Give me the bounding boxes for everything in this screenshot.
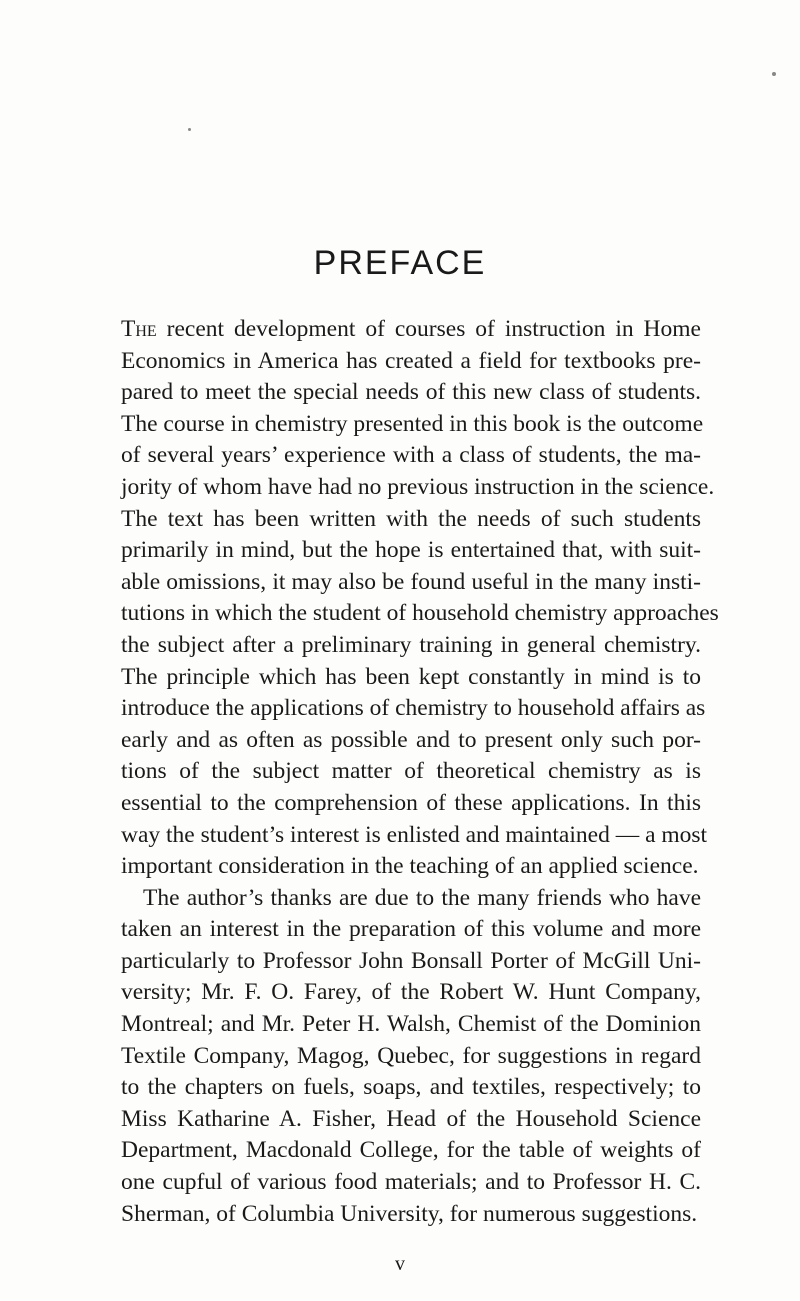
text-line: jority of whom have had no previous instruction in the science. [121, 473, 715, 500]
preface-body [121, 314, 719, 1230]
print-speck [772, 72, 776, 76]
text-line: Miss Katharine A. Fisher, Head of the Household Science [121, 1105, 701, 1132]
text-line: Sherman, of Columbia University, for numerous suggestions. [121, 1200, 698, 1227]
text-line: of several years’ experience with a class of students, the ma- [121, 442, 701, 469]
text-line: The principle which has been kept constantly in mind is to [121, 663, 701, 690]
page-number: v [395, 1253, 405, 1275]
text-line: to the chapters on fuels, soaps, and textiles, respectively; to [121, 1074, 701, 1101]
text-line: Montreal; and Mr. Peter H. Walsh, Chemist of the Dominion [121, 1011, 701, 1038]
paragraph-2 [121, 883, 701, 1231]
page-title: PREFACE [313, 244, 487, 282]
text-line: The course in chemistry presented in this book is the outcome [121, 410, 704, 437]
text-line: The author’s thanks are due to the many friends who have [143, 884, 701, 911]
lead-word: The [121, 316, 157, 342]
text-line: tions of the subject matter of theoretical chemistry as is [121, 758, 701, 785]
text-line: Textile Company, Magog, Quebec, for suggestions in regard [121, 1042, 701, 1069]
text-line: able omissions, it may also be found useful in the many insti- [121, 568, 701, 595]
text-line: taken an interest in the preparation of this volume and more [121, 916, 701, 943]
paragraph-1 [121, 314, 719, 883]
text-line: Economics in America has created a field for textbooks pre- [121, 347, 701, 374]
print-speck [188, 128, 191, 131]
text-line: versity; Mr. F. O. Farey, of the Robert W. Hunt Company, [121, 979, 701, 1006]
text-line: introduce the applications of chemistry to household affairs as [121, 695, 706, 722]
text-line: important consideration in the teaching of an applied science. [121, 853, 699, 880]
text-line: essential to the comprehension of these applications. In this [121, 789, 701, 816]
text-line: particularly to Professor John Bonsall Porter of McGill Uni- [121, 947, 701, 974]
text-line: one cupful of various food materials; and to Professor H. C. [121, 1169, 701, 1196]
text-line: the subject after a preliminary training in general chemistry. [121, 631, 701, 658]
text-line: Department, Macdonald College, for the table of weights of [121, 1137, 701, 1164]
text-line: early and as often as possible and to present only such por- [121, 726, 701, 753]
text-line: tutions in which the student of household chemistry approaches [121, 600, 719, 627]
text-line: The text has been written with the needs of such students [121, 505, 701, 532]
text-line: The recent development of courses of instruction in Home [121, 316, 701, 342]
text-line: way the student’s interest is enlisted and maintained — a most [121, 821, 708, 848]
text-line: pared to meet the special needs of this new class of students. [121, 379, 701, 406]
text-line: primarily in mind, but the hope is entertained that, with suit- [121, 537, 701, 564]
